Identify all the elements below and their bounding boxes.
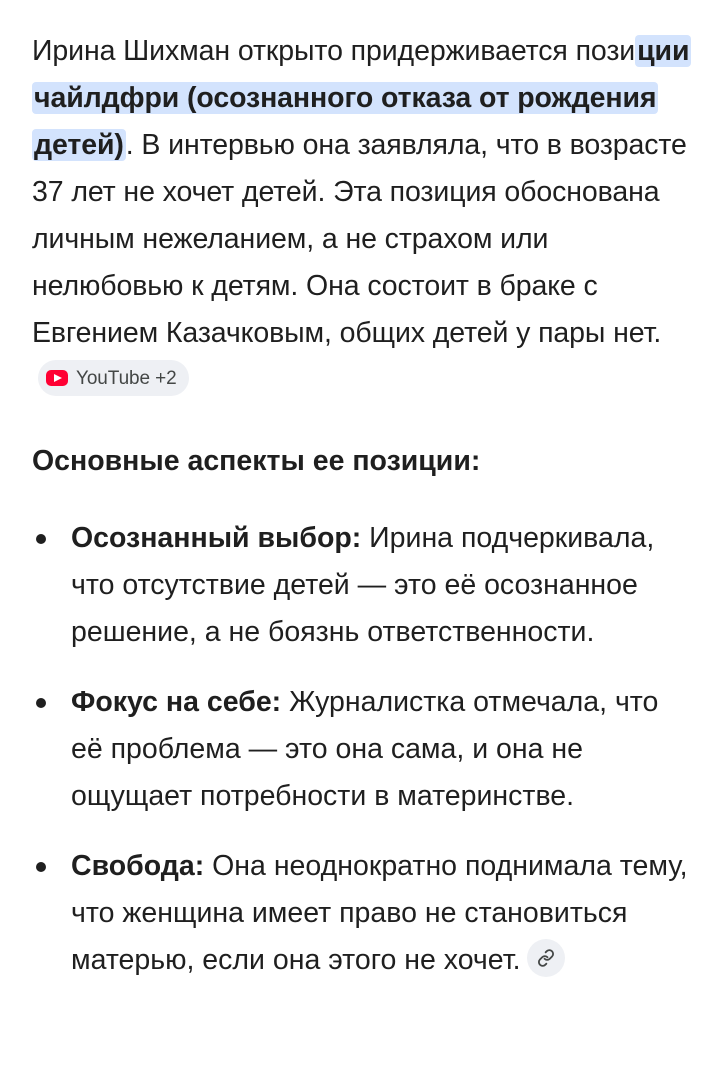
list-item <box>32 843 690 984</box>
aspect-text: Она неоднократно поднимала тему, что женщина имеет право не становиться матерью, если она этого не хочет. <box>71 850 688 976</box>
intro-paragraph <box>32 28 690 404</box>
aspects-list <box>32 515 690 984</box>
section-heading: Основные аспекты ее позиции: <box>32 445 481 477</box>
aspect-term: Свобода: <box>71 850 205 882</box>
aspect-term: Осознанный выбор: <box>71 522 362 554</box>
link-icon <box>537 949 555 967</box>
youtube-icon <box>46 370 68 386</box>
aspect-term: Фокус на себе: <box>71 686 282 718</box>
highlighted-phrase[interactable]: ции чайлдфри (осознанного отказа от рождения детей) <box>34 35 690 161</box>
intro-text-after: . В интервью она заявляла, что в возрасте 37 лет не хочет детей. Эта позиция обоснована личным нежеланием, а не страхом или нелюбовью к детям. Она состоит в браке с Евгением Казачковым, общих детей у пары нет. <box>32 129 687 349</box>
list-item <box>32 679 690 820</box>
aspect-text: Ирина подчеркивала, что отсутствие детей — это её осознанное решение, а не боязнь ответственности. <box>71 522 655 648</box>
list-item <box>32 515 690 656</box>
intro-text-before: Ирина Шихман открыто придерживается пози <box>32 35 636 67</box>
source-link-button[interactable] <box>527 939 565 977</box>
source-chip-label: YouTube +2 <box>76 367 177 389</box>
aspect-text: Журналистка отмечала, что её проблема — это она сама, и она не ощущает потребности в материнстве. <box>71 686 659 812</box>
source-chip-youtube[interactable] <box>38 360 189 396</box>
